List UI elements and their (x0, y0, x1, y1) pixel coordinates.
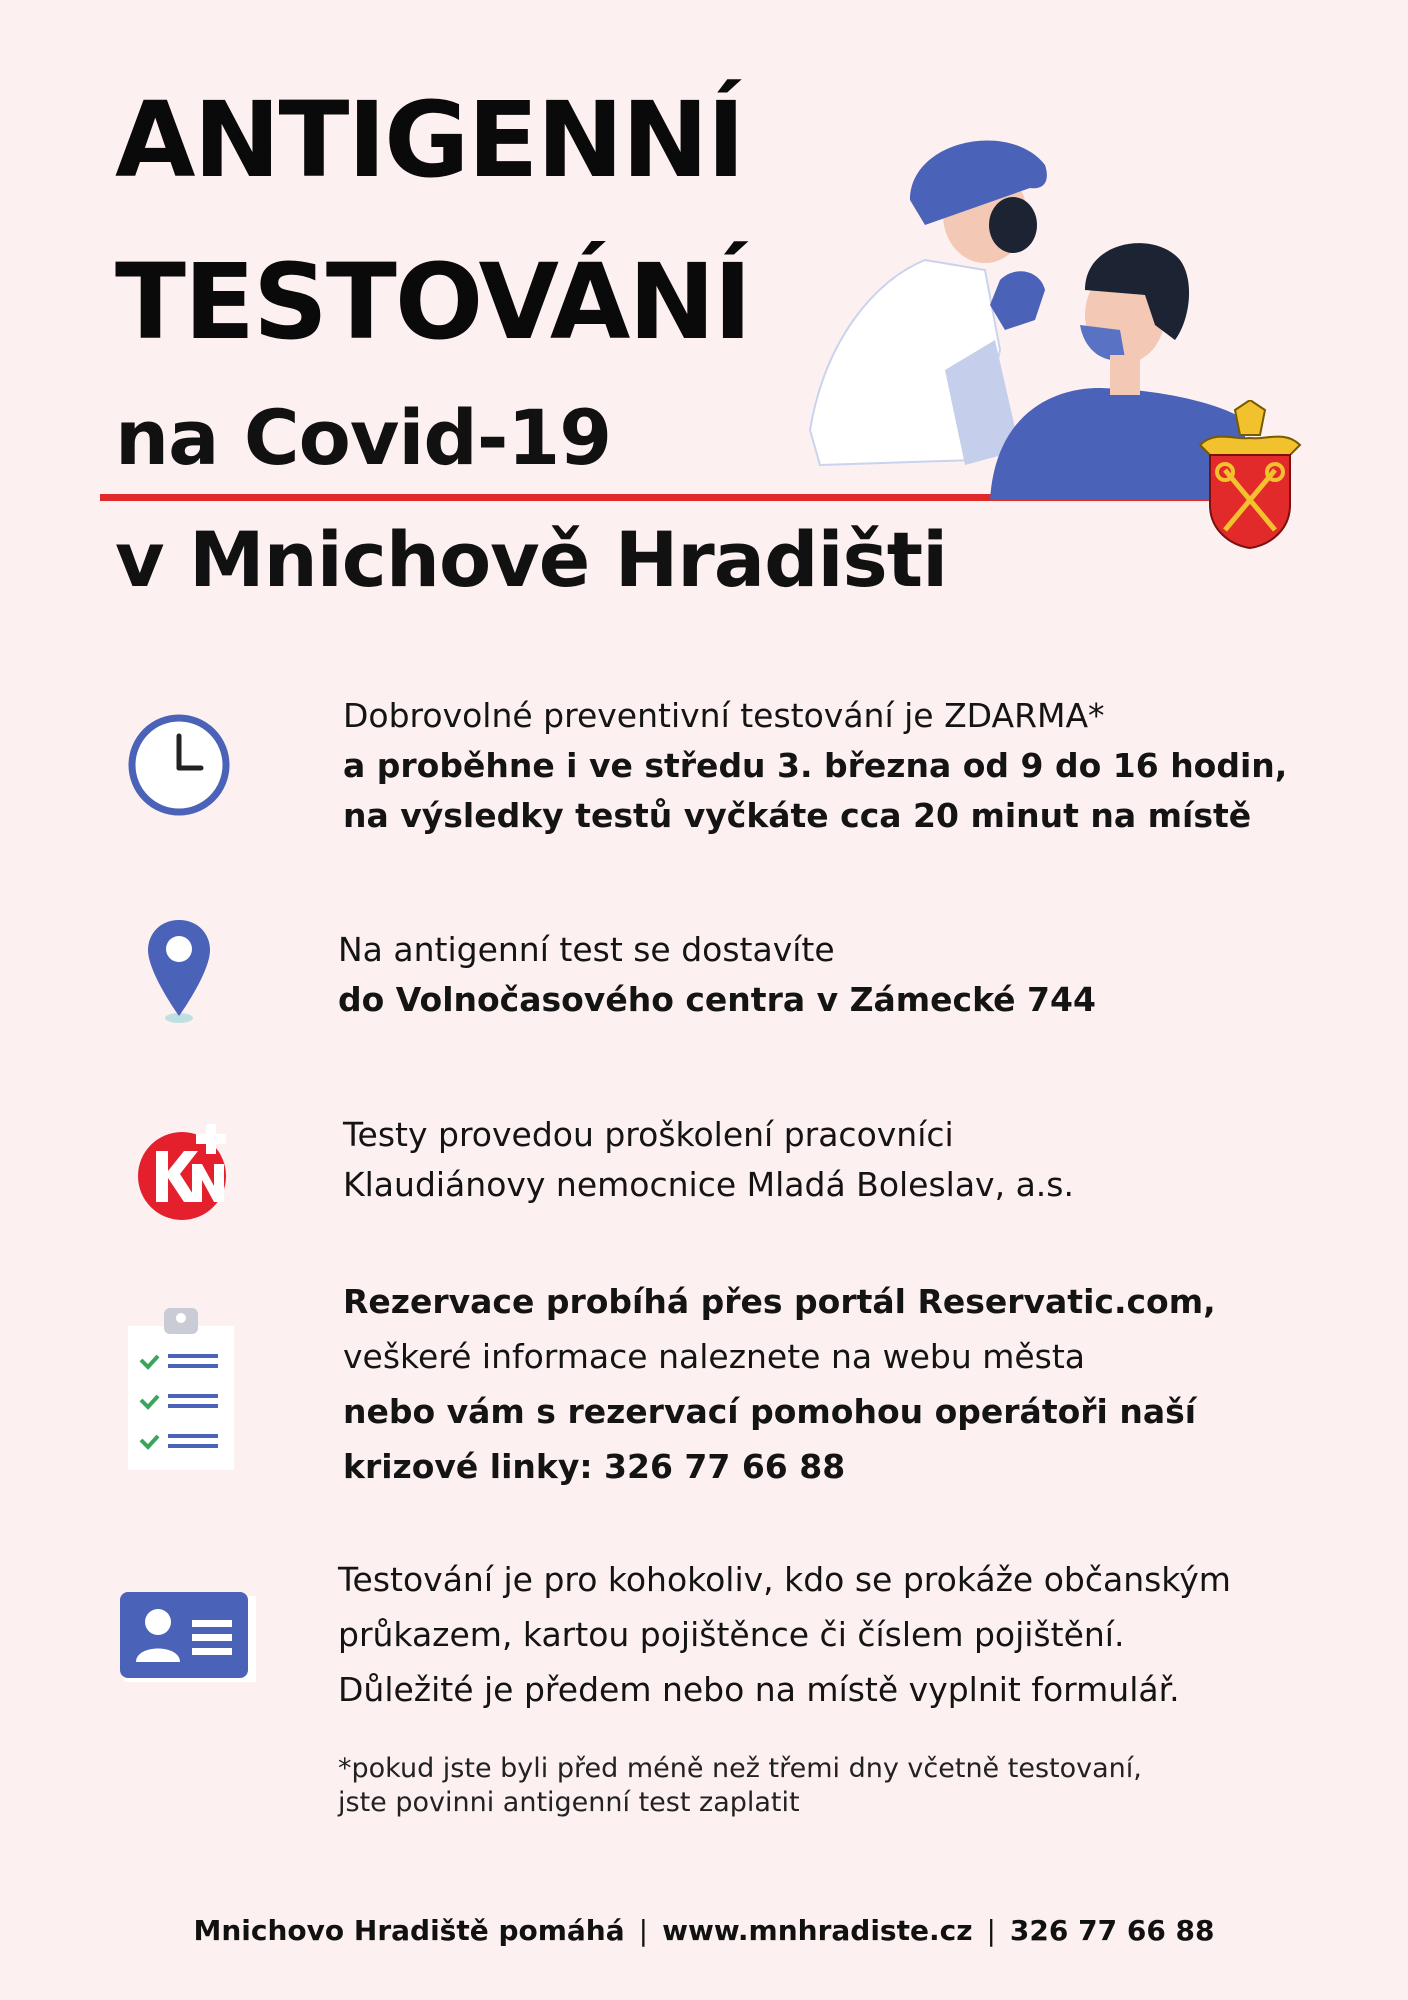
reservation-line-4: krizové linky: 326 77 66 88 (343, 1447, 846, 1486)
footer-website-link[interactable]: www.mnhradiste.cz (662, 1914, 973, 1947)
reservation-line-2: veškeré informace naleznete na webu města (343, 1337, 1086, 1376)
testing-illustration (795, 120, 1245, 500)
hospital-logo-icon (136, 1116, 232, 1228)
footer-phone: 326 77 66 88 (1009, 1914, 1215, 1947)
footer-separator: | (638, 1914, 649, 1947)
clipboard-checklist-icon (126, 1304, 236, 1472)
section-reservation (343, 1274, 1216, 1494)
provider-line-1: Testy provedou proškolení pracovníci (343, 1115, 954, 1154)
location-line-2: do Volnočasového centra v Zámecké 744 (338, 980, 1096, 1019)
location-line-1: Na antigenní test se dostavíte (338, 930, 835, 969)
section-location (338, 925, 1096, 1025)
title-line-4: v Mnichově Hradišti (115, 515, 948, 604)
id-card-icon (118, 1592, 256, 1684)
footnote-line-1: *pokud jste byli před méně než třemi dny včetně testovaní, (338, 1753, 1142, 1784)
eligibility-line-1: Testování je pro kohokoliv, kdo se prokáže občanským (338, 1560, 1231, 1599)
reservation-line-3: nebo vám s rezervací pomohou operátoři naší (343, 1392, 1197, 1431)
reservation-line-1: Rezervace probíhá přes portál Reservatic.com, (343, 1282, 1216, 1321)
town-crest-icon (1195, 400, 1305, 550)
eligibility-line-3: Důležité je předem nebo na místě vyplnit formulář. (338, 1670, 1180, 1709)
title-line-2: TESTOVÁNÍ (115, 241, 751, 363)
section-eligibility (338, 1552, 1231, 1717)
provider-line-2: Klaudiánovy nemocnice Mladá Boleslav, a.s. (343, 1165, 1074, 1204)
section-provider (343, 1110, 1074, 1210)
title-line-1: ANTIGENNÍ (115, 79, 744, 201)
clock-icon (126, 712, 232, 818)
location-pin-icon (146, 918, 212, 1026)
schedule-line-3: na výsledky testů vyčkáte cca 20 minut na místě (343, 796, 1252, 835)
footer-org: Mnichovo Hradiště pomáhá (193, 1914, 625, 1947)
section-schedule (343, 691, 1287, 841)
footer (0, 1914, 1408, 1947)
schedule-line-1: Dobrovolné preventivní testování je ZDARMA* (343, 696, 1105, 735)
footer-separator: | (986, 1914, 996, 1947)
schedule-line-2: a proběhne i ve středu 3. března od 9 do 16 hodin, (343, 746, 1288, 785)
eligibility-line-2: průkazem, kartou pojištěnce či číslem pojištění. (338, 1615, 1125, 1654)
footnote (338, 1752, 1142, 1820)
footnote-line-2: jste povinni antigenní test zaplatit (338, 1787, 800, 1818)
title-line-3: na Covid-19 (115, 393, 612, 482)
